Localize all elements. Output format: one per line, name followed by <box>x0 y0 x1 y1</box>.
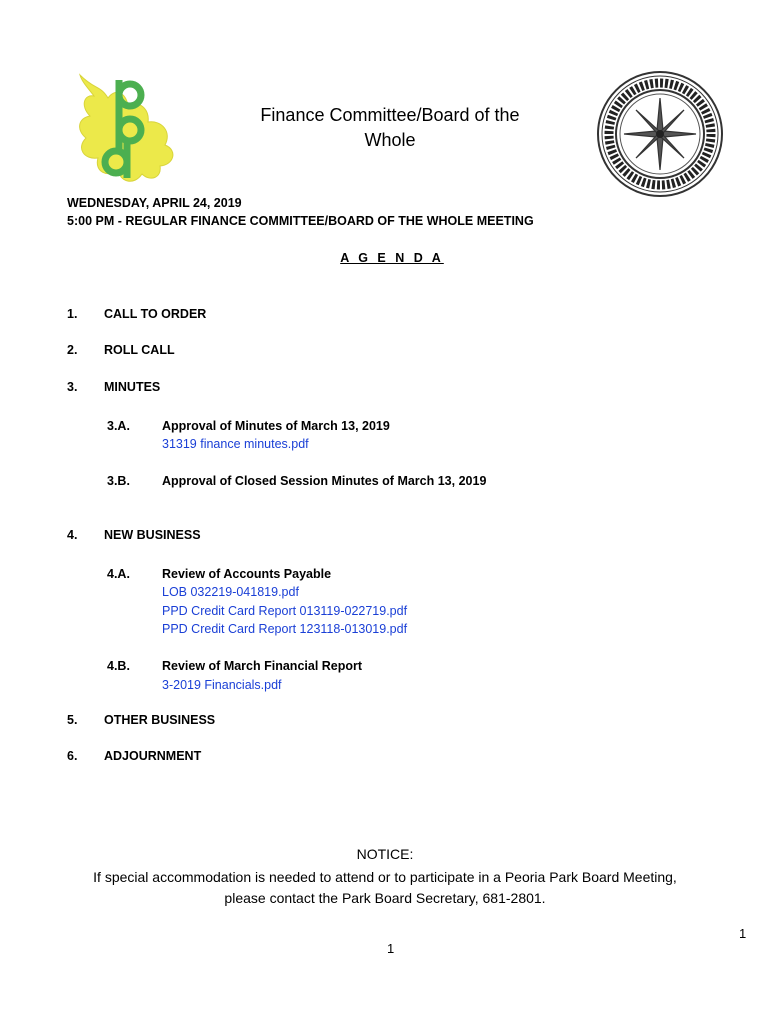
subitem-financial-report: Review of March Financial Report <box>162 659 363 673</box>
link-credit-card-report-feb[interactable]: PPD Credit Card Report 013119-022719.pdf <box>162 604 408 618</box>
subitem-number: 3.B. <box>107 474 130 488</box>
item-number: 1. <box>67 307 78 321</box>
item-roll-call: ROLL CALL <box>104 343 175 357</box>
subitem-closed-session-minutes: Approval of Closed Session Minutes of March 13, 2019 <box>162 474 487 488</box>
notice-heading: NOTICE: <box>356 846 414 862</box>
subitem-number: 4.A. <box>107 567 130 581</box>
page-number-center: 1 <box>387 941 395 956</box>
item-number: 5. <box>67 713 78 727</box>
item-adjournment: ADJOURNMENT <box>104 749 202 763</box>
item-new-business: NEW BUSINESS <box>104 528 201 542</box>
link-financials-pdf[interactable]: 3-2019 Financials.pdf <box>162 678 282 692</box>
document-title <box>230 103 550 153</box>
item-number: 4. <box>67 528 78 542</box>
subitem-approval-minutes: Approval of Minutes of March 13, 2019 <box>162 419 390 433</box>
subitem-accounts-payable: Review of Accounts Payable <box>162 567 332 581</box>
title-line-2: Whole <box>364 130 416 150</box>
notice-line-1: If special accommodation is needed to attend or to participate in a Peoria Park Board Meeting, <box>93 869 677 885</box>
link-lob-pdf[interactable]: LOB 032219-041819.pdf <box>162 585 299 599</box>
title-line-1: Finance Committee/Board of the <box>260 105 520 125</box>
item-other-business: OTHER BUSINESS <box>104 713 216 727</box>
agenda-heading: A G E N D A <box>340 251 444 265</box>
page-number-right: 1 <box>739 926 747 941</box>
subitem-number: 3.A. <box>107 419 130 433</box>
link-credit-card-report-jan[interactable]: PPD Credit Card Report 123118-013019.pdf <box>162 622 408 636</box>
item-number: 3. <box>67 380 78 394</box>
notice-line-2: please contact the Park Board Secretary, 681-2801. <box>224 890 546 906</box>
item-number: 6. <box>67 749 78 763</box>
subitem-number: 4.B. <box>107 659 130 673</box>
meeting-date: WEDNESDAY, APRIL 24, 2019 <box>67 196 242 210</box>
gold-medal-seal <box>596 70 724 198</box>
ppd-logo <box>70 70 185 190</box>
meeting-time-description: 5:00 PM - REGULAR FINANCE COMMITTEE/BOARD OF THE WHOLE MEETING <box>67 214 534 228</box>
item-number: 2. <box>67 343 78 357</box>
item-call-to-order: CALL TO ORDER <box>104 307 207 321</box>
seal-icon <box>596 70 724 198</box>
item-minutes: MINUTES <box>104 380 161 394</box>
link-finance-minutes-pdf[interactable]: 31319 finance minutes.pdf <box>162 437 309 451</box>
leaf-logo-icon <box>70 70 185 190</box>
